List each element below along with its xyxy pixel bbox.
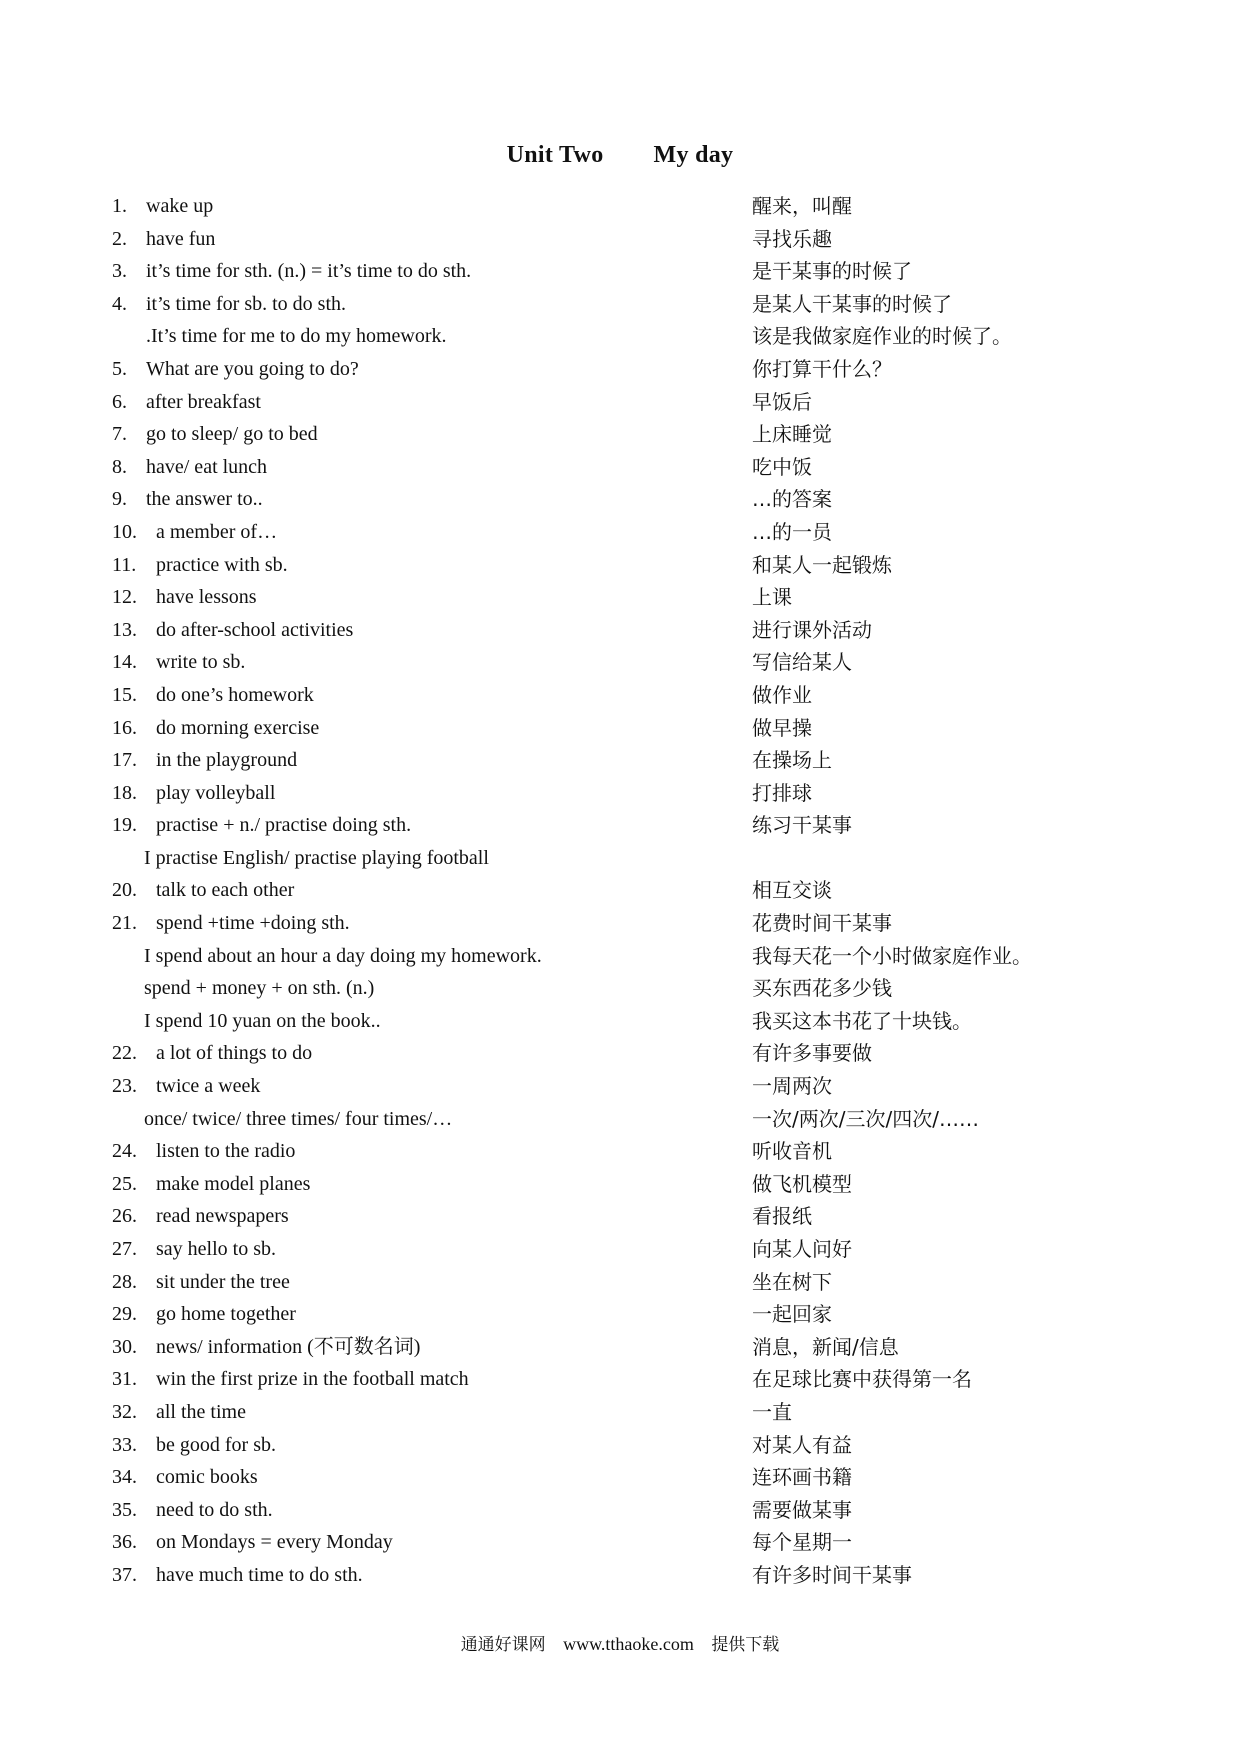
chinese-translation: …的答案 xyxy=(752,487,832,512)
chinese-translation: 坐在树下 xyxy=(752,1269,832,1294)
chinese-translation: 对某人有益 xyxy=(752,1432,852,1457)
chinese-translation: 一直 xyxy=(752,1399,792,1424)
item-number: 29. xyxy=(112,1303,137,1326)
vocab-row xyxy=(112,451,1142,484)
vocab-row xyxy=(112,1363,1142,1396)
item-number: 28. xyxy=(112,1270,137,1293)
vocab-row xyxy=(112,1103,1142,1136)
chinese-translation: 你打算干什么？ xyxy=(752,356,892,381)
chinese-translation: 打排球 xyxy=(752,780,812,805)
english-phrase: practise + n./ practise doing sth. xyxy=(156,814,412,837)
vocab-row xyxy=(112,777,1142,810)
vocab-row xyxy=(112,418,1142,451)
item-number: 27. xyxy=(112,1238,137,1260)
chinese-translation: 有许多时间干某事 xyxy=(752,1562,912,1587)
vocab-row xyxy=(112,744,1142,777)
chinese-translation: 做作业 xyxy=(752,682,812,707)
chinese-translation: 一次/两次/三次/四次/…… xyxy=(752,1106,979,1131)
chinese-translation: 消息，新闻/信息 xyxy=(752,1334,899,1359)
vocab-row xyxy=(112,223,1142,256)
vocab-row xyxy=(112,190,1142,223)
vocab-row xyxy=(112,874,1142,907)
vocab-row xyxy=(112,483,1142,516)
chinese-translation: 练习干某事 xyxy=(752,813,852,838)
chinese-translation: 和某人一起锻炼 xyxy=(752,552,892,577)
chinese-translation: 一周两次 xyxy=(752,1074,832,1099)
item-number: 21. xyxy=(112,912,137,935)
vocab-row xyxy=(112,646,1142,679)
item-number: 8. xyxy=(112,455,127,478)
vocab-row xyxy=(112,842,1142,875)
item-number: 3. xyxy=(112,260,127,283)
english-phrase: listen to the radio xyxy=(156,1140,296,1163)
english-phrase: twice a week xyxy=(156,1075,261,1098)
english-phrase: a member of… xyxy=(156,520,278,543)
vocab-row xyxy=(112,1461,1142,1494)
item-number: 13. xyxy=(112,618,137,641)
english-phrase: in the playground xyxy=(156,749,298,772)
chinese-translation: 做飞机模型 xyxy=(752,1171,852,1196)
english-phrase: say hello to sb. xyxy=(156,1238,276,1260)
english-phrase: write to sb. xyxy=(156,651,246,674)
footer-suffix: 提供下载 xyxy=(711,1635,780,1655)
vocab-row xyxy=(112,288,1142,321)
item-number: 36. xyxy=(112,1531,137,1554)
item-number: 11. xyxy=(112,553,137,576)
chinese-translation: 连环画书籍 xyxy=(752,1465,852,1490)
english-phrase: What are you going to do? xyxy=(146,357,359,380)
item-number: 9. xyxy=(112,488,127,511)
item-number: 35. xyxy=(112,1498,137,1521)
item-number: 17. xyxy=(112,749,137,772)
english-phrase: do one’s homework xyxy=(156,683,314,706)
english-phrase: spend +time +doing sth. xyxy=(156,912,350,935)
item-number: 7. xyxy=(112,423,127,446)
chinese-translation: 上床睡觉 xyxy=(752,422,832,447)
chinese-translation: 早饭后 xyxy=(752,389,812,414)
vocab-row xyxy=(112,1135,1142,1168)
item-number: 34. xyxy=(112,1466,137,1489)
footer-url: www.tthaoke.com xyxy=(563,1634,694,1654)
item-number: 33. xyxy=(112,1433,137,1456)
english-phrase: comic books xyxy=(156,1466,258,1489)
chinese-translation: 醒来，叫醒 xyxy=(752,194,852,218)
english-phrase: on Mondays = every Monday xyxy=(156,1531,393,1554)
chinese-translation: 在足球比赛中获得第一名 xyxy=(752,1367,972,1392)
vocab-row xyxy=(112,972,1142,1005)
item-number: 12. xyxy=(112,586,137,609)
english-phrase: win the first prize in the football match xyxy=(156,1368,469,1391)
vocab-row xyxy=(112,809,1142,842)
chinese-translation: 看报纸 xyxy=(752,1204,812,1229)
vocab-row xyxy=(112,679,1142,712)
chinese-translation: 买东西花多少钱 xyxy=(752,976,892,1001)
item-number: 2. xyxy=(112,227,127,250)
chinese-translation: 需要做某事 xyxy=(752,1497,852,1522)
item-number: 26. xyxy=(112,1205,137,1228)
vocabulary-list xyxy=(112,190,1142,1592)
vocab-row xyxy=(112,255,1142,288)
chinese-translation: 写信给某人 xyxy=(752,650,852,675)
item-number: 10. xyxy=(112,520,137,543)
chinese-translation: 每个星期一 xyxy=(752,1530,852,1555)
chinese-translation: 我每天花一个小时做家庭作业。 xyxy=(752,943,1032,968)
vocab-row xyxy=(112,1559,1142,1592)
english-phrase: have much time to do sth. xyxy=(156,1563,363,1586)
english-phrase: I spend about an hour a day doing my homework. xyxy=(144,944,542,967)
item-number: 1. xyxy=(112,195,127,217)
vocab-row xyxy=(112,614,1142,647)
english-phrase: all the time xyxy=(156,1400,246,1423)
item-number: 5. xyxy=(112,357,127,380)
item-number: 23. xyxy=(112,1075,137,1098)
chinese-translation: 吃中饭 xyxy=(752,454,812,479)
vocab-row xyxy=(112,1005,1142,1038)
english-phrase: it’s time for sth. (n.) = it’s time to do sth. xyxy=(146,260,472,283)
item-number: 14. xyxy=(112,651,137,674)
chinese-translation: 有许多事要做 xyxy=(752,1041,872,1066)
chinese-translation: 该是我做家庭作业的时候了。 xyxy=(752,324,1012,349)
english-phrase: talk to each other xyxy=(156,879,295,902)
english-phrase: I spend 10 yuan on the book.. xyxy=(144,1009,381,1032)
chinese-translation: 相互交谈 xyxy=(752,878,832,903)
vocab-row xyxy=(112,1429,1142,1462)
chinese-translation: 我买这本书花了十块钱。 xyxy=(752,1008,972,1033)
english-phrase: spend + money + on sth. (n.) xyxy=(144,977,375,1000)
chinese-translation: 听收音机 xyxy=(752,1139,832,1164)
vocab-row xyxy=(112,1200,1142,1233)
item-number: 16. xyxy=(112,716,137,739)
footer-site-name: 通通好课网 xyxy=(460,1635,546,1655)
english-phrase: need to do sth. xyxy=(156,1498,273,1521)
title-unit: Unit Two xyxy=(506,142,604,168)
english-phrase: do after-school activities xyxy=(156,618,354,641)
item-number: 31. xyxy=(112,1368,137,1391)
english-phrase: play volleyball xyxy=(156,781,276,804)
english-phrase: go to sleep/ go to bed xyxy=(146,423,318,446)
english-phrase: read newspapers xyxy=(156,1205,289,1228)
vocab-row xyxy=(112,1070,1142,1103)
chinese-translation: 做早操 xyxy=(752,715,812,740)
vocab-row xyxy=(112,712,1142,745)
vocab-row xyxy=(112,386,1142,419)
item-number: 32. xyxy=(112,1400,137,1423)
english-phrase: wake up xyxy=(146,195,214,217)
english-phrase: I practise English/ practise playing football xyxy=(144,846,489,869)
chinese-translation: 花费时间干某事 xyxy=(752,911,892,936)
english-phrase: the answer to.. xyxy=(146,488,263,511)
item-number: 20. xyxy=(112,879,137,902)
chinese-translation: 寻找乐趣 xyxy=(752,226,832,251)
english-phrase: it’s time for sb. to do sth. xyxy=(146,292,346,315)
item-number: 24. xyxy=(112,1140,137,1163)
vocab-row xyxy=(112,1396,1142,1429)
chinese-translation: 是干某事的时候了 xyxy=(752,259,912,284)
vocab-row xyxy=(112,1037,1142,1070)
item-number: 19. xyxy=(112,814,137,837)
vocab-row xyxy=(112,1298,1142,1331)
item-number: 22. xyxy=(112,1042,137,1065)
english-phrase: news/ information (不可数名词) xyxy=(156,1335,421,1358)
vocab-row xyxy=(112,353,1142,386)
english-phrase: practice with sb. xyxy=(156,553,288,576)
english-phrase: a lot of things to do xyxy=(156,1042,313,1065)
item-number: 37. xyxy=(112,1563,137,1586)
vocab-row xyxy=(112,1331,1142,1364)
item-number: 30. xyxy=(112,1335,137,1358)
english-phrase: have lessons xyxy=(156,586,257,609)
english-phrase: have/ eat lunch xyxy=(146,455,268,478)
english-phrase: do morning exercise xyxy=(156,716,320,739)
vocab-row xyxy=(112,1526,1142,1559)
vocab-row xyxy=(112,516,1142,549)
item-number: 18. xyxy=(112,781,137,804)
chinese-translation: 向某人问好 xyxy=(752,1237,852,1261)
vocab-row xyxy=(112,940,1142,973)
item-number: 25. xyxy=(112,1172,137,1195)
english-phrase: .It’s time for me to do my homework. xyxy=(146,325,447,348)
chinese-translation: 是某人干某事的时候了 xyxy=(752,291,952,316)
english-phrase: be good for sb. xyxy=(156,1433,276,1456)
english-phrase: after breakfast xyxy=(146,390,261,413)
chinese-translation: 上课 xyxy=(752,585,792,610)
english-phrase: sit under the tree xyxy=(156,1270,290,1293)
vocab-row xyxy=(112,1494,1142,1527)
page-footer xyxy=(0,1630,1240,1655)
vocab-row xyxy=(112,320,1142,353)
english-phrase: have fun xyxy=(146,227,216,250)
english-phrase: make model planes xyxy=(156,1172,311,1195)
chinese-translation: 一起回家 xyxy=(752,1302,832,1327)
vocab-row xyxy=(112,549,1142,582)
english-phrase: go home together xyxy=(156,1303,296,1326)
chinese-translation: 在操场上 xyxy=(752,748,832,773)
vocab-row xyxy=(112,581,1142,614)
vocab-row xyxy=(112,1233,1142,1266)
chinese-translation: 进行课外活动 xyxy=(752,617,872,642)
vocab-row xyxy=(112,907,1142,940)
chinese-translation: …的一员 xyxy=(752,519,832,544)
item-number: 4. xyxy=(112,292,127,315)
english-phrase: once/ twice/ three times/ four times/… xyxy=(144,1107,453,1130)
item-number: 15. xyxy=(112,683,137,706)
item-number: 6. xyxy=(112,390,127,413)
vocab-row xyxy=(112,1168,1142,1201)
title-topic: My day xyxy=(653,142,734,168)
vocab-row xyxy=(112,1266,1142,1299)
page-title xyxy=(0,142,1240,169)
